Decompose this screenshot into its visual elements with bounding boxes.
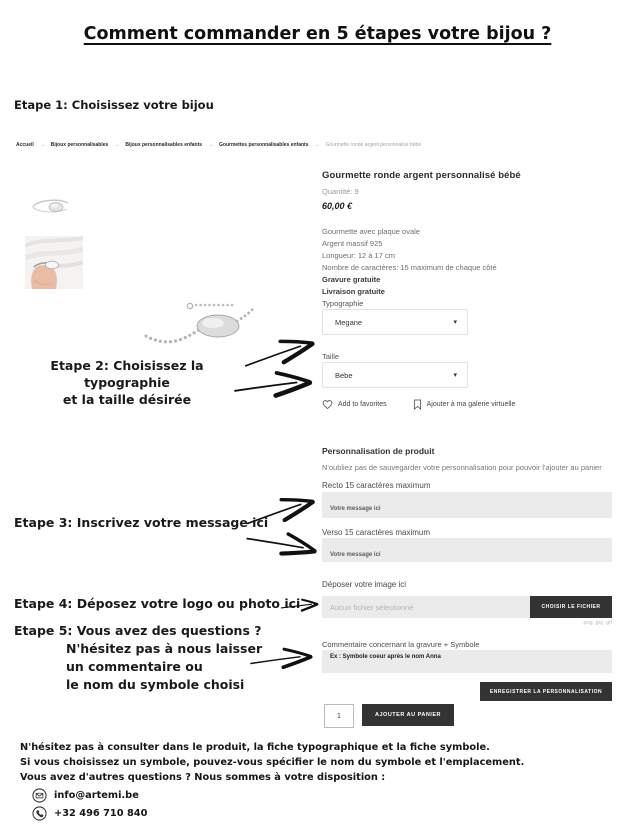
description-line: Gourmette avec plaque ovale — [322, 227, 420, 236]
product-actions-row — [322, 399, 612, 410]
shipping-note: Livraison gratuite — [322, 287, 385, 296]
recto-message-input[interactable] — [322, 492, 612, 518]
description-line: Argent massif 925 — [322, 239, 383, 248]
typography-selected-value: Megane — [335, 317, 363, 327]
phone-icon — [32, 806, 47, 821]
add-to-cart-button[interactable]: AJOUTER AU PANIER — [362, 704, 454, 726]
choose-file-button[interactable]: CHOISIR LE FICHIER — [530, 596, 612, 618]
step-2-line2: et la taille désirée — [62, 392, 192, 407]
comment-example-text: Ex : Symbole coeur après le nom Anna — [330, 654, 441, 660]
breadcrumb-home[interactable]: Accueil — [16, 142, 34, 148]
envelope-icon — [32, 788, 47, 803]
file-upload-field[interactable] — [322, 596, 612, 618]
step-3-label: Etape 3: Inscrivez votre message ici — [14, 515, 269, 530]
chevron-down-icon: ▾ — [453, 372, 457, 379]
email-row — [20, 788, 620, 803]
add-to-gallery-label: Ajouter à ma galerie virtuelle — [426, 401, 516, 408]
arrow-to-upload-icon — [279, 596, 320, 615]
save-personalization-button[interactable]: ENREGISTRER LA PERSONNALISATION — [480, 682, 612, 701]
footer-line2: Si vous choisissez un symbole, pouvez-vous spécifier le nom du symbole et l'emplacement. — [20, 757, 525, 769]
verso-message-input[interactable] — [322, 538, 612, 562]
product-thumbnail-baby-wrist[interactable] — [25, 236, 83, 289]
upload-label: Déposer votre image ici — [322, 580, 407, 589]
step-2-line1: Etape 2: Choisissez la typographie — [50, 358, 204, 390]
breadcrumb-level3[interactable]: Gourmettes personnalisables enfants — [219, 142, 309, 148]
description-line: Longueur: 12 à 17 cm — [322, 251, 395, 260]
product-main-image[interactable] — [138, 292, 260, 350]
product-title: Gourmette ronde argent personnalisé bébé — [322, 170, 521, 181]
step-5-line1: Etape 5: Vous avez des questions ? — [14, 623, 262, 638]
footer-line1: N'hésitez pas à consulter dans le produit, la fiche typographique et la fiche symbole. — [20, 742, 490, 753]
size-label: Taille — [322, 352, 340, 361]
engraving-note: Gravure gratuite — [322, 275, 381, 284]
arrow-to-comment-icon — [243, 643, 320, 672]
footer-line3: Vous avez d'autres questions ? Nous sommes à votre disposition : — [20, 772, 386, 784]
bookmark-icon — [413, 399, 422, 410]
file-placeholder: Aucun fichier sélectionné — [330, 602, 414, 612]
product-description — [322, 226, 612, 298]
phone-row — [20, 806, 620, 821]
chevron-down-icon: ▾ — [453, 319, 457, 326]
product-quantity-note: Quantité: 9 — [322, 187, 359, 196]
size-selected-value: Bebe — [335, 370, 353, 380]
comment-label: Commentaire concernant la gravure + Symbole — [322, 640, 480, 649]
typography-select[interactable] — [322, 309, 468, 335]
comment-input[interactable] — [322, 650, 612, 673]
verso-placeholder: Votre message ici — [330, 552, 381, 558]
product-thumbnail-bracelet[interactable] — [28, 192, 74, 219]
step-2-label — [14, 357, 240, 408]
step-5-line2: N'hésitez pas à nous laisser — [66, 641, 263, 656]
upload-formats-hint: .png .jpg .gif — [582, 620, 612, 626]
step-5-line4: le nom du symbole choisi — [66, 677, 245, 692]
verso-label: Verso 15 caractères maximum — [322, 528, 431, 537]
footer-notes — [20, 740, 620, 821]
page-title: Comment commander en 5 étapes votre bijou ? — [83, 24, 552, 44]
breadcrumb-current: Gourmette ronde argent personnalisé bébé — [325, 142, 422, 148]
personalization-title: Personnalisation de produit — [322, 446, 435, 456]
breadcrumb — [16, 142, 616, 148]
breadcrumb-level1[interactable]: Bijoux personnalisables — [50, 142, 109, 148]
breadcrumb-arrow-icon: → — [314, 142, 320, 148]
arrow-to-size-icon — [228, 366, 320, 402]
add-to-favorites-label: Add to favorites — [338, 401, 387, 408]
description-line: Nombre de caractères: 15 maximum de chaque côté — [322, 263, 497, 272]
contact-email: info@artemi.be — [54, 790, 139, 802]
recto-label: Recto 15 caractères maximum — [322, 481, 431, 490]
quantity-stepper[interactable]: 1 — [324, 704, 354, 728]
breadcrumb-arrow-icon: → — [208, 142, 214, 148]
add-to-favorites-button[interactable] — [322, 399, 387, 410]
typography-label: Typographie — [322, 299, 364, 308]
breadcrumb-arrow-icon: → — [39, 142, 45, 148]
step-1-label: Etape 1: Choisissez votre bijou — [14, 98, 214, 112]
personalization-subtitle: N'oubliez pas de sauvegarder votre personnalisation pour pouvoir l'ajouter au panier — [322, 463, 602, 472]
add-to-gallery-button[interactable] — [413, 399, 516, 410]
recto-placeholder: Votre message ici — [330, 506, 381, 512]
step-4-label: Etape 4: Déposez votre logo ou photo ici — [14, 596, 301, 611]
breadcrumb-level2[interactable]: Bijoux personnalisables enfants — [125, 142, 203, 148]
product-price: 60,00 € — [322, 201, 353, 211]
heart-icon — [322, 399, 333, 410]
step-5-line3: un commentaire ou — [66, 659, 203, 674]
size-select[interactable] — [322, 362, 468, 388]
contact-phone: +32 496 710 840 — [54, 807, 148, 819]
arrow-to-verso-icon — [243, 521, 323, 565]
breadcrumb-arrow-icon: → — [114, 142, 120, 148]
step-5-label — [14, 622, 262, 694]
